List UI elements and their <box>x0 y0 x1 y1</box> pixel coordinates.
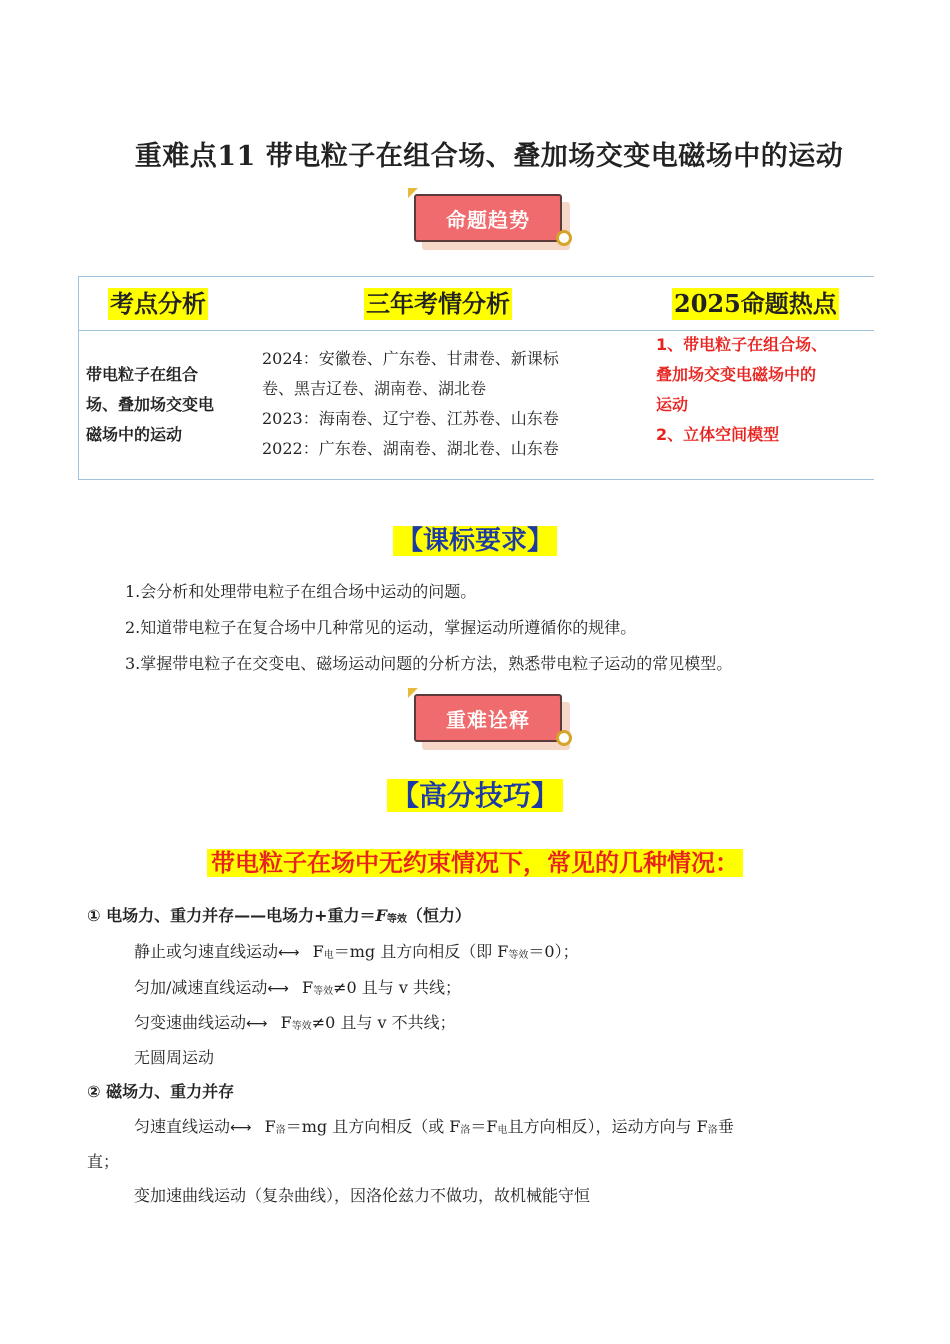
header-topic: 考点分析 <box>110 289 206 318</box>
interpretation-badge-label: 重难诠释 <box>414 694 562 742</box>
case2-line: 匀速直线运动←→ $F_洛=mg$ 且方向相反（或 $F_洛=F_电$且方向相反），运动方向与 $F_洛$垂 <box>134 1117 734 1136</box>
case2-line: 直； <box>87 1152 120 1171</box>
trend-badge <box>414 194 570 246</box>
case1-line: 匀加/减速直线运动←→ $F_{等效}\ne 0$ 且与 v 共线； <box>134 978 461 997</box>
curriculum-heading: 【课标要求】 <box>393 526 557 556</box>
page-title: 重难点11 带电粒子在组合场、叠加场交变电磁场中的运动 <box>134 141 844 172</box>
interpretation-badge <box>414 694 570 746</box>
curriculum-item: 1.会分析和处理带电粒子在组合场中运动的问题。 <box>125 582 477 601</box>
header-exams: 三年考情分析 <box>366 289 510 318</box>
curriculum-item: 3.掌握带电粒子在交变电、磁场运动问题的分析方法，熟悉带电粒子运动的常见模型。 <box>125 654 733 673</box>
double-arrow-icon: ←→ <box>230 1120 250 1136</box>
case1-line: 静止或匀速直线运动←→ $F_电=mg$ 且方向相反（即 $F_{等效}=0$）； <box>134 942 579 961</box>
hot-cell: 1、带电粒子在组合场、 叠加场交变电磁场中的 运动 2、立体空间模型 <box>656 335 828 444</box>
topic-cell: 带电粒子在组合 场、叠加场交变电 磁场中的运动 <box>86 365 215 444</box>
double-arrow-icon: ←→ <box>278 945 298 961</box>
trend-badge-label: 命题趋势 <box>414 194 562 242</box>
case2-title: ② 磁场力、重力并存 <box>87 1082 235 1101</box>
skills-heading: 【高分技巧】 <box>387 779 563 812</box>
ring-icon <box>556 730 572 746</box>
header-hot: 2025命题热点 <box>674 289 837 318</box>
case1-line: 无圆周运动 <box>134 1048 215 1067</box>
double-arrow-icon: ←→ <box>267 981 287 997</box>
double-arrow-icon: ←→ <box>246 1016 266 1032</box>
case1-line: 匀变速曲线运动←→ $F_{等效}\ne 0$ 且与 v 不共线； <box>134 1013 456 1032</box>
case1-title: ① 电场力、重力并存——电场力+重力$=F_{等效}$（恒力） <box>87 906 471 925</box>
curriculum-item: 2.知道带电粒子在复合场中几种常见的运动，掌握运动所遵循你的规律。 <box>125 618 637 637</box>
case2-line: 变加速曲线运动（复杂曲线），因洛伦兹力不做功，故机械能守恒 <box>134 1186 591 1205</box>
ring-icon <box>556 230 572 246</box>
skills-subheading: 带电粒子在场中无约束情况下，常见的几种情况： <box>207 849 743 877</box>
exams-cell: 2024：安徽卷、广东卷、甘肃卷、新课标 卷、黑吉辽卷、湖南卷、湖北卷 2023：海南卷、辽宁卷、江苏卷、山东卷 2022：广东卷、湖南卷、湖北卷、山东卷 <box>262 349 559 458</box>
